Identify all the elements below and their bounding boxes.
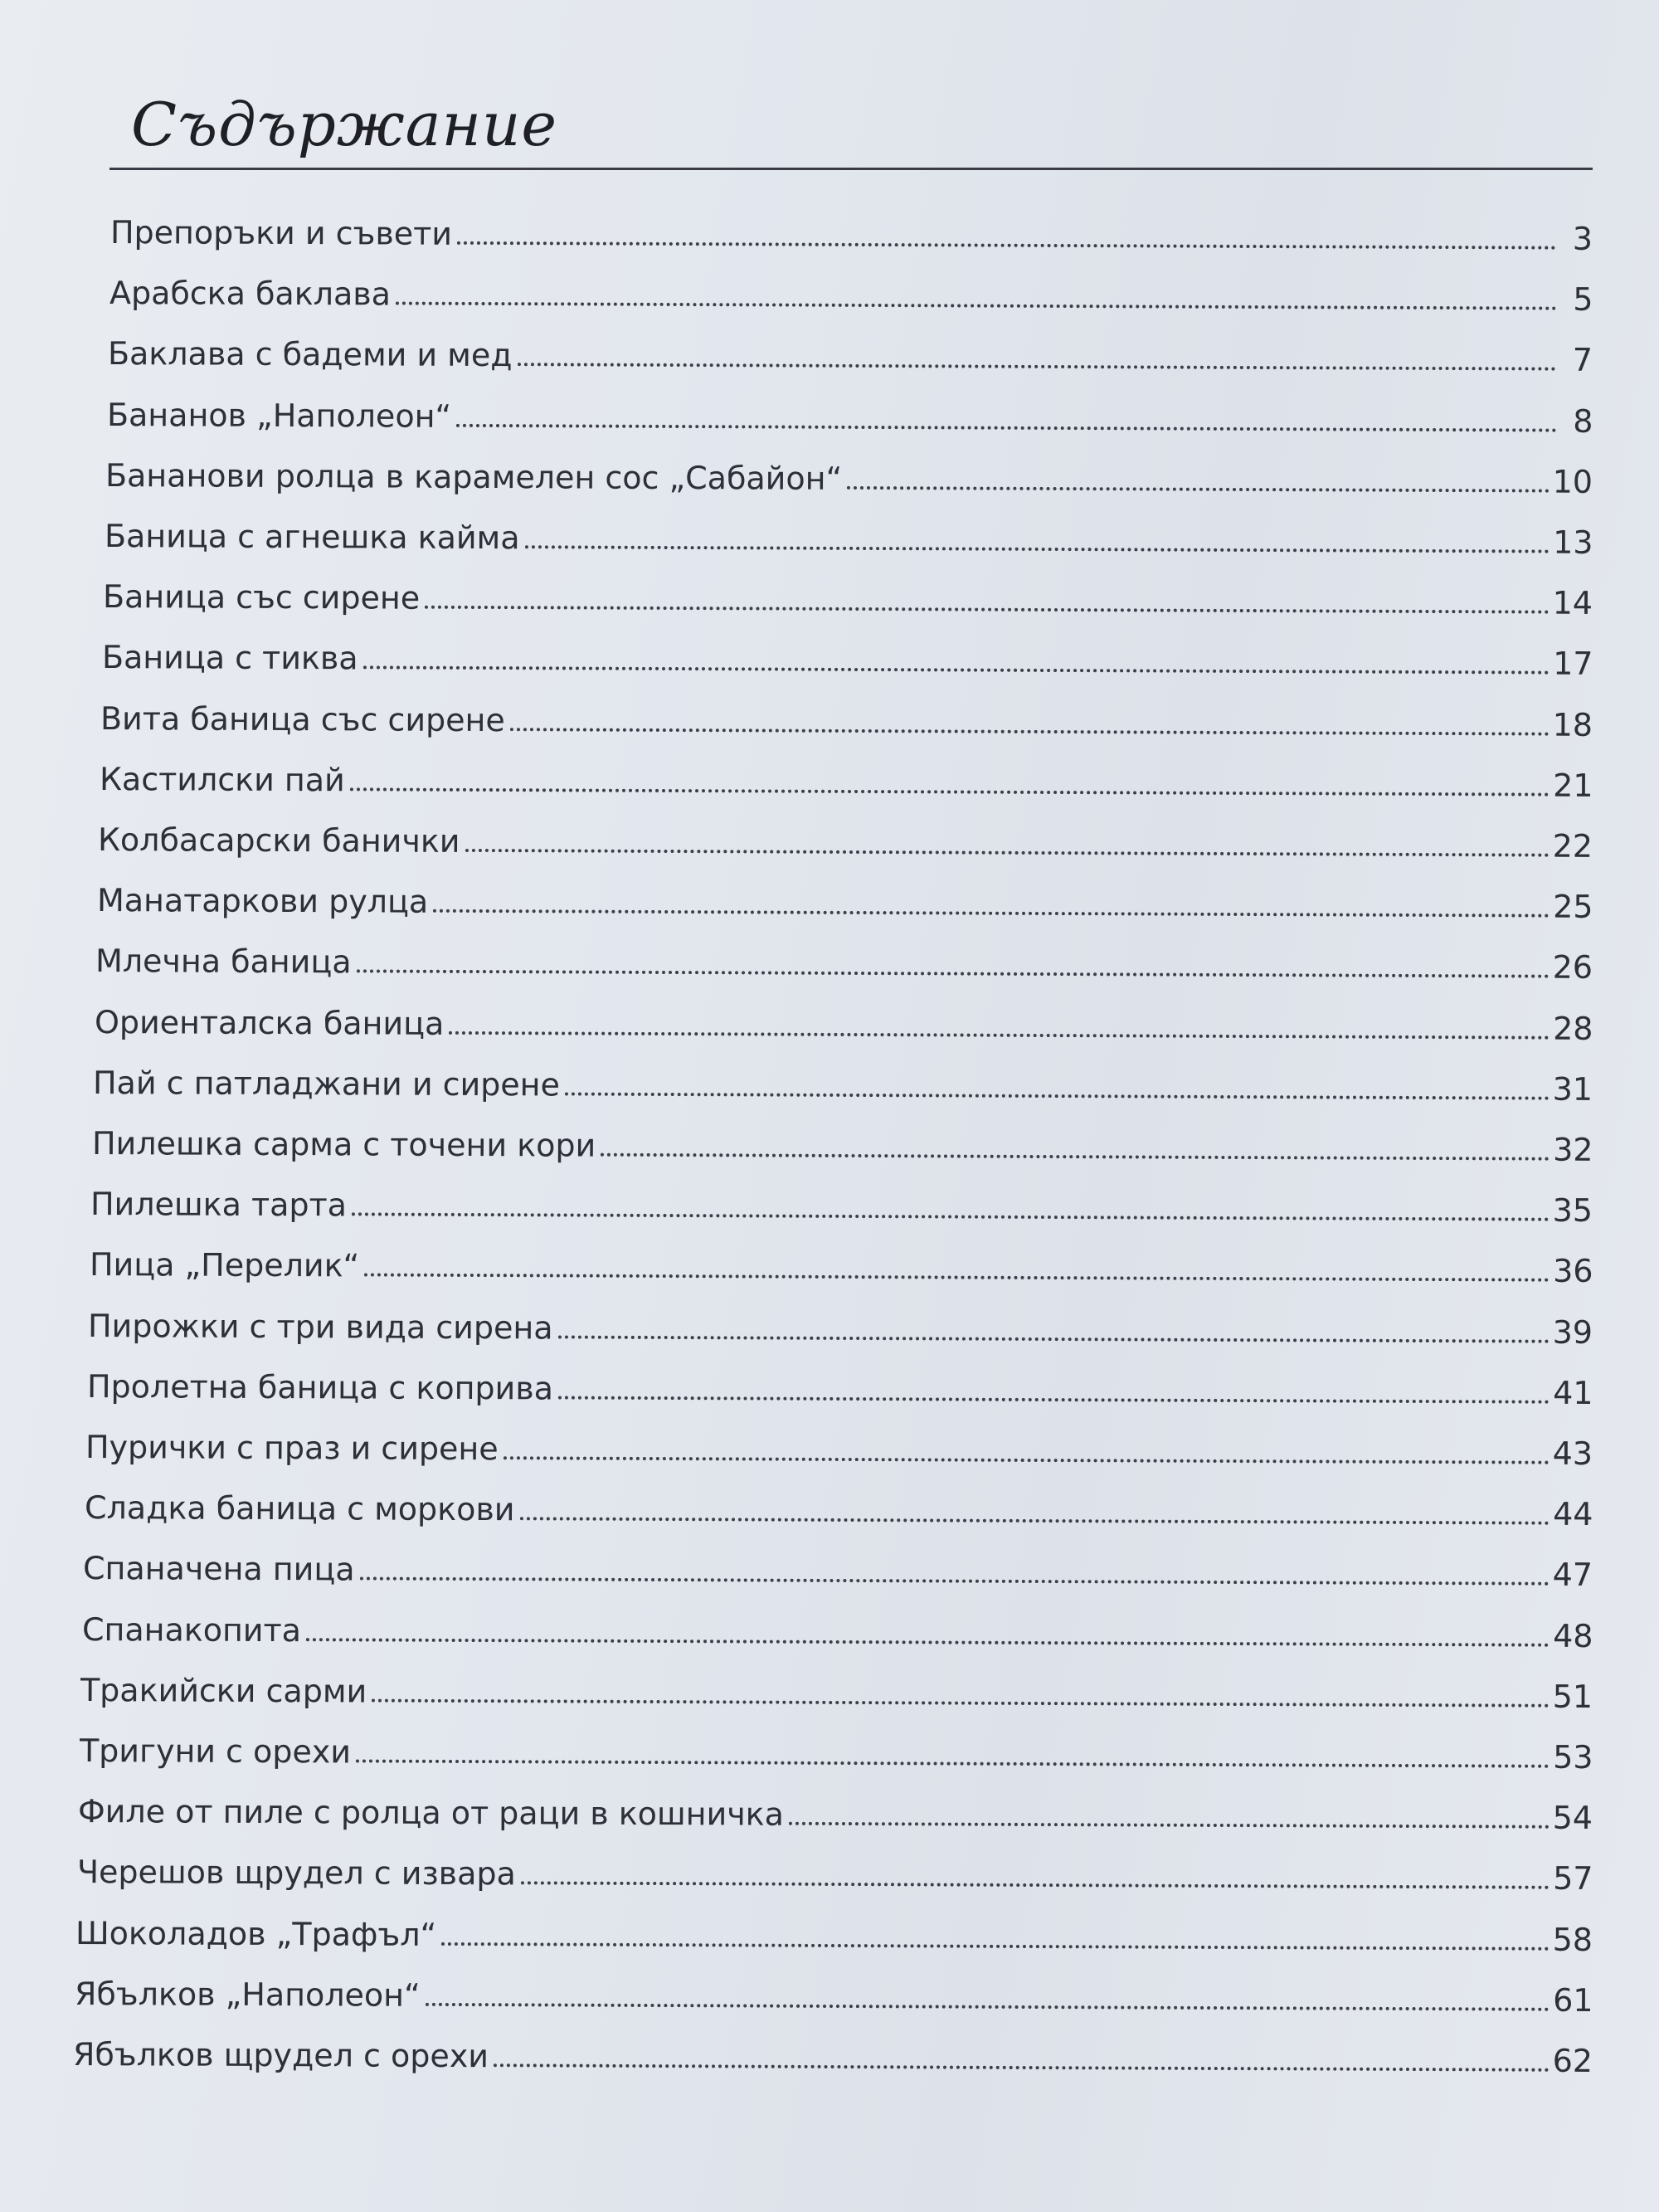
toc-entry-title: Пурички с праз и сирене xyxy=(85,1429,499,1468)
toc-entry-page-number: 25 xyxy=(1552,888,1593,926)
toc-entry-title: Пилешка тарта xyxy=(90,1186,348,1224)
toc-entry xyxy=(79,1732,1593,1781)
dot-leader xyxy=(789,1822,1550,1829)
toc-entry-title: Арабска баклава xyxy=(109,275,391,313)
dot-leader xyxy=(456,423,1556,431)
dot-leader xyxy=(510,728,1550,735)
toc-entry-page-number: 3 xyxy=(1572,220,1593,257)
toc-entry-title: Баница с агнешка кайма xyxy=(104,518,520,557)
toc-entry-page-number: 21 xyxy=(1552,767,1593,804)
dot-leader xyxy=(349,787,1549,796)
toc-entry-page-number: 51 xyxy=(1552,1678,1593,1715)
toc-entry xyxy=(74,1976,1593,2024)
toc-entry xyxy=(81,1611,1593,1659)
dot-leader xyxy=(362,666,1550,675)
toc-entry xyxy=(109,275,1593,323)
toc-entry-page-number: 32 xyxy=(1552,1131,1593,1168)
toc-entry xyxy=(94,1004,1593,1052)
toc-entry xyxy=(88,1308,1593,1356)
dot-leader xyxy=(359,1577,1549,1586)
toc-entry-page-number: 31 xyxy=(1552,1070,1593,1108)
toc-entry-page-number: 10 xyxy=(1552,463,1593,500)
toc-entry-page-number: 5 xyxy=(1572,280,1593,318)
toc-entry-page-number: 28 xyxy=(1552,1010,1593,1047)
toc-entry-page-number: 14 xyxy=(1552,584,1593,622)
toc-entry-title: Ориенталска баница xyxy=(94,1003,444,1042)
toc-entry xyxy=(93,1065,1593,1113)
dot-leader xyxy=(465,849,1549,857)
toc-entry-title: Млечна баница xyxy=(95,943,352,981)
toc-entry xyxy=(108,335,1593,383)
toc-entry-title: Препоръки и съвети xyxy=(109,214,453,252)
toc-entry-page-number: 58 xyxy=(1552,1921,1593,1958)
toc-entry-page-number: 39 xyxy=(1552,1313,1593,1351)
toc-entry xyxy=(96,882,1593,930)
dot-leader xyxy=(352,1213,1550,1221)
toc-entry-title: Вита баница със сирене xyxy=(100,699,505,738)
page-title: Съдържание xyxy=(131,90,557,159)
toc-entry-page-number: 35 xyxy=(1552,1191,1593,1230)
toc-entry-page-number: 43 xyxy=(1552,1435,1593,1472)
dot-leader xyxy=(847,486,1549,493)
toc-entry-title: Бананови ролца в карамелен сос „Сабайон“ xyxy=(105,456,843,497)
dot-leader xyxy=(425,606,1549,614)
toc-entry-page-number: 26 xyxy=(1552,949,1593,987)
toc-entry xyxy=(101,639,1593,687)
toc-entry xyxy=(83,1550,1593,1598)
toc-entry-title: Бананов „Наполеон“ xyxy=(106,396,451,435)
toc-entry-title: Спанакопита xyxy=(81,1610,301,1649)
toc-entry xyxy=(78,1793,1593,1841)
dot-leader xyxy=(356,970,1549,978)
toc-entry xyxy=(76,1854,1593,1902)
toc-entry-page-number: 7 xyxy=(1572,342,1593,379)
toc-entry-title: Тригуни с орехи xyxy=(79,1732,351,1771)
dot-leader xyxy=(565,1092,1550,1099)
toc-entry xyxy=(84,1489,1593,1537)
toc-entry xyxy=(98,821,1593,870)
dot-leader xyxy=(449,1030,1550,1039)
dot-leader xyxy=(601,1153,1550,1161)
toc-entry-page-number: 22 xyxy=(1552,827,1593,865)
dot-leader xyxy=(557,1396,1549,1403)
dot-leader xyxy=(520,1882,1549,1889)
toc-entry xyxy=(104,518,1593,566)
toc-entry xyxy=(103,578,1593,626)
toc-entry-title: Пролетна баница с коприва xyxy=(86,1367,553,1407)
toc-entry xyxy=(100,700,1593,748)
dot-leader xyxy=(519,1517,1550,1524)
toc-entry xyxy=(105,457,1593,505)
toc-entry-page-number: 57 xyxy=(1552,1860,1593,1898)
toc-entry-title: Манатаркови рулца xyxy=(96,882,428,920)
dot-leader xyxy=(517,363,1555,371)
dot-leader xyxy=(504,1456,1550,1464)
toc-entry xyxy=(75,1915,1593,1963)
toc-entry-page-number: 17 xyxy=(1552,646,1593,683)
dot-leader xyxy=(395,302,1556,310)
toc-entry xyxy=(95,943,1593,991)
toc-entry-page-number: 18 xyxy=(1552,706,1593,743)
toc-entry-title: Тракийски сарми xyxy=(80,1671,367,1710)
toc-entry-page-number: 54 xyxy=(1552,1799,1593,1837)
toc-entry-title: Пирожки с три вида сирена xyxy=(87,1307,553,1347)
toc-entry-page-number: 47 xyxy=(1552,1557,1593,1594)
toc-entry xyxy=(73,2036,1593,2084)
toc-entry xyxy=(99,761,1593,809)
dot-leader xyxy=(558,1335,1550,1342)
toc-entry-page-number: 48 xyxy=(1552,1617,1593,1654)
dot-leader xyxy=(355,1759,1549,1767)
dot-leader xyxy=(425,2003,1549,2011)
toc-entry xyxy=(80,1672,1593,1720)
toc-entry xyxy=(91,1125,1593,1173)
dot-leader xyxy=(364,1274,1550,1282)
toc-entry-page-number: 62 xyxy=(1552,2042,1593,2079)
toc-entry-title: Кастилски пай xyxy=(99,760,345,799)
dot-leader xyxy=(433,909,1550,918)
toc-entry-page-number: 36 xyxy=(1552,1253,1593,1290)
toc-entry-title: Ябълков щрудел с орехи xyxy=(72,2036,489,2075)
dot-leader xyxy=(372,1698,1549,1707)
toc-entry-title: Баница със сирене xyxy=(102,578,421,616)
toc-entry-title: Колбасарски банички xyxy=(97,821,460,860)
toc-entry-title: Шоколадов „Трафъл“ xyxy=(75,1914,437,1953)
toc-entry-page-number: 61 xyxy=(1552,1981,1593,2019)
toc-entry-title: Пилешка сарма с точени кори xyxy=(91,1125,596,1164)
toc-entry-title: Спаначена пица xyxy=(82,1550,355,1588)
toc-entry xyxy=(86,1368,1593,1416)
toc-entry-page-number: 53 xyxy=(1552,1738,1593,1776)
toc-entry xyxy=(90,1186,1593,1234)
toc-entry-title: Баклава с бадеми и мед xyxy=(107,335,513,374)
toc-entry-page-number: 44 xyxy=(1552,1495,1593,1533)
toc-entry xyxy=(89,1246,1593,1294)
toc-entry-title: Баница с тиква xyxy=(101,639,358,677)
dot-leader xyxy=(441,1942,1549,1951)
dot-leader xyxy=(494,2063,1550,2072)
toc-entry-title: Сладка баница с моркови xyxy=(84,1489,515,1528)
toc-entry-page-number: 41 xyxy=(1552,1374,1593,1411)
toc-entry-title: Филе от пиле с ролца от раци в кошничка xyxy=(77,1793,785,1833)
toc-entry-title: Ябълков „Наполеон“ xyxy=(74,1975,421,2014)
dot-leader xyxy=(305,1638,1549,1647)
toc-entry-title: Пица „Перелик“ xyxy=(89,1246,359,1284)
toc-entry-page-number: 8 xyxy=(1572,402,1593,440)
toc-entry xyxy=(106,397,1593,445)
dot-leader xyxy=(457,241,1556,250)
toc-entry xyxy=(110,214,1593,262)
toc-entry xyxy=(85,1429,1593,1477)
toc-entry-title: Черешов щрудел с извара xyxy=(76,1854,516,1893)
toc-entry-page-number: 13 xyxy=(1552,524,1593,561)
dot-leader xyxy=(524,545,1550,553)
toc-entry-title: Пай с патладжани и сирене xyxy=(92,1064,561,1104)
